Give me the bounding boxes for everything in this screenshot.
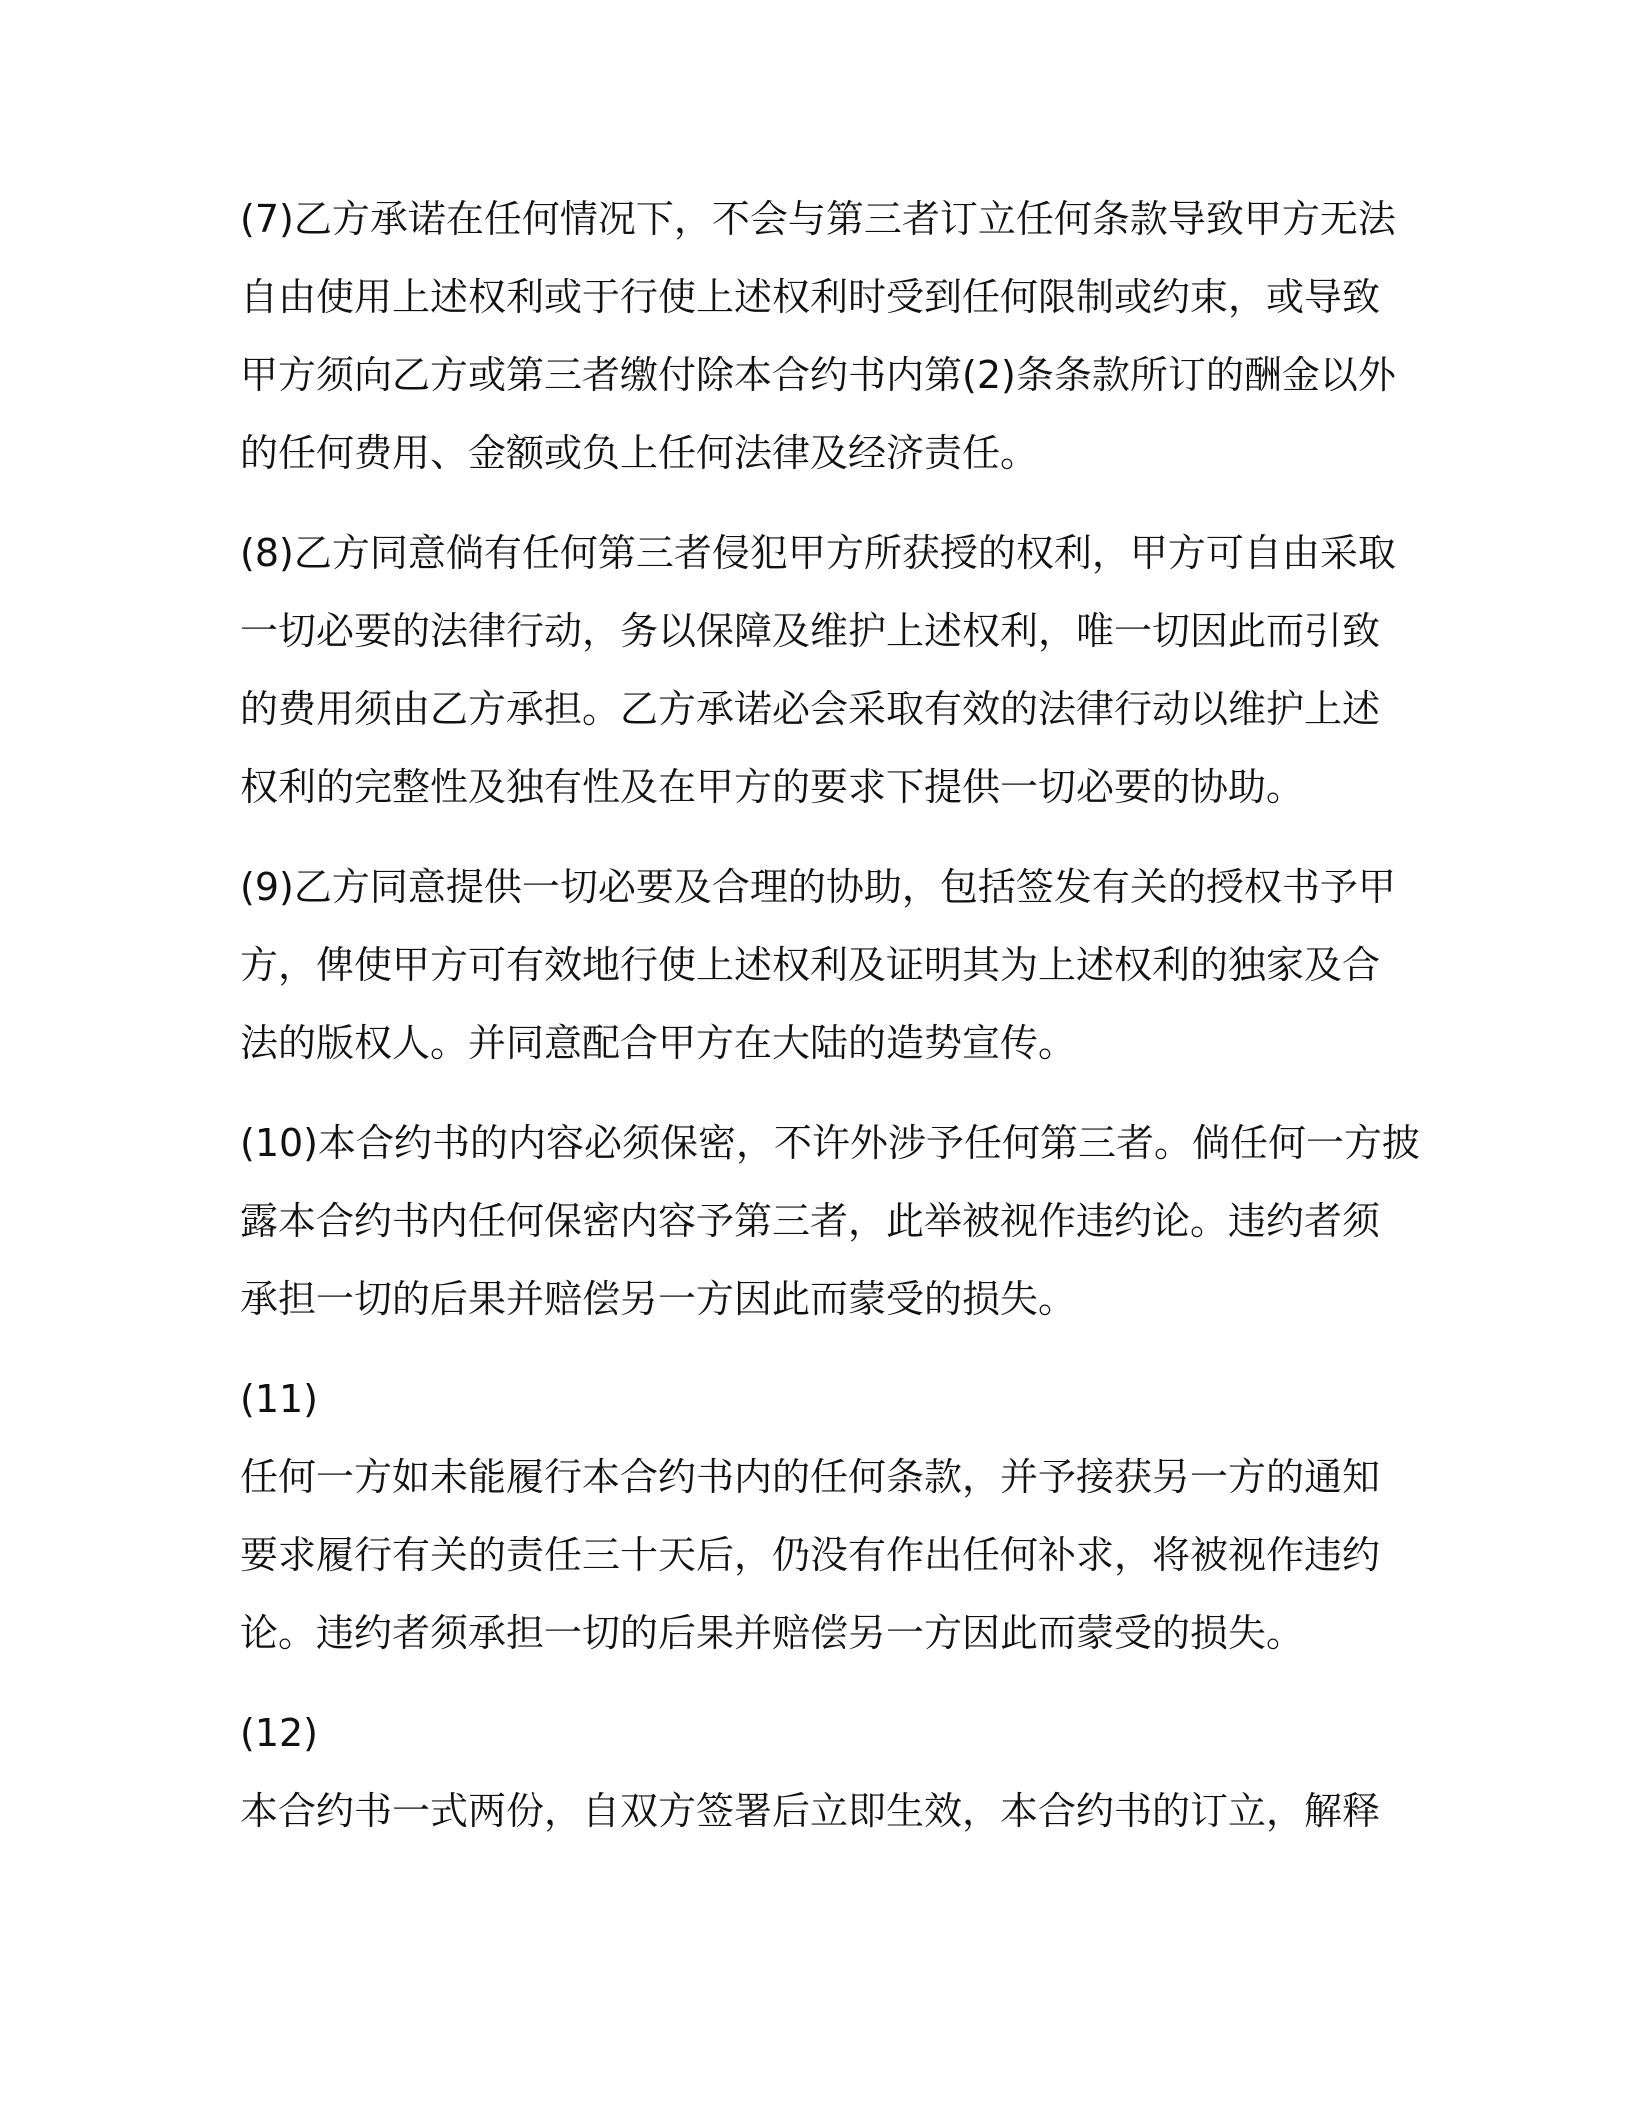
document-body: [240, 180, 1421, 1872]
clause-7: [240, 180, 1410, 492]
text-line: 的费用须由乙方承担。乙方承诺必会采取有效的法律行动以维护上述: [240, 687, 1381, 731]
text-line: 权利的完整性及独有性及在甲方的要求下提供一切必要的协助。: [240, 765, 1305, 809]
text-line: 本合约书一式两份，自双方签署后立即生效，本合约书的订立，解释: [240, 1789, 1381, 1833]
text-line: 自由使用上述权利或于行使上述权利时受到任何限制或约束，或导致: [240, 275, 1381, 319]
clause-number: (12): [240, 1711, 319, 1755]
clause-11: [240, 1360, 1410, 1672]
clause-10: [240, 1104, 1421, 1338]
text-line: 露本合约书内任何保密内容予第三者，此举被视作违约论。违约者须: [240, 1199, 1381, 1243]
text-line: 一切必要的法律行动，务以保障及维护上述权利，唯一切因此而引致: [240, 609, 1381, 653]
clause-number: (11): [240, 1377, 319, 1421]
text-line: 承担一切的后果并赔偿另一方因此而蒙受的损失。: [240, 1277, 1077, 1321]
text-line: 甲方须向乙方或第三者缴付除本合约书内第(2)条条款所订的酬金以外: [240, 353, 1396, 397]
text-line: (10)本合约书的内容必须保密，不许外涉予任何第三者。倘任何一方披: [240, 1121, 1421, 1165]
text-line: 方，俾使甲方可有效地行使上述权利及证明其为上述权利的独家及合: [240, 943, 1381, 987]
text-line: 法的版权人。并同意配合甲方在大陆的造势宣传。: [240, 1021, 1077, 1065]
clause-12: [240, 1694, 1410, 1850]
text-line: (9)乙方同意提供一切必要及合理的协助，包括签发有关的授权书予甲: [240, 865, 1396, 909]
clause-9: [240, 848, 1410, 1082]
text-line: 任何一方如未能履行本合约书内的任何条款，并予接获另一方的通知: [240, 1455, 1381, 1499]
text-line: (7)乙方承诺在任何情况下，不会与第三者订立任何条款导致甲方无法: [240, 197, 1396, 241]
text-line: 论。违约者须承担一切的后果并赔偿另一方因此而蒙受的损失。: [240, 1611, 1305, 1655]
text-line: 的任何费用、金额或负上任何法律及经济责任。: [240, 431, 1039, 475]
clause-8: [240, 514, 1410, 826]
text-line: 要求履行有关的责任三十天后，仍没有作出任何补求，将被视作违约: [240, 1533, 1381, 1577]
text-line: (8)乙方同意倘有任何第三者侵犯甲方所获授的权利，甲方可自由采取: [240, 531, 1396, 575]
